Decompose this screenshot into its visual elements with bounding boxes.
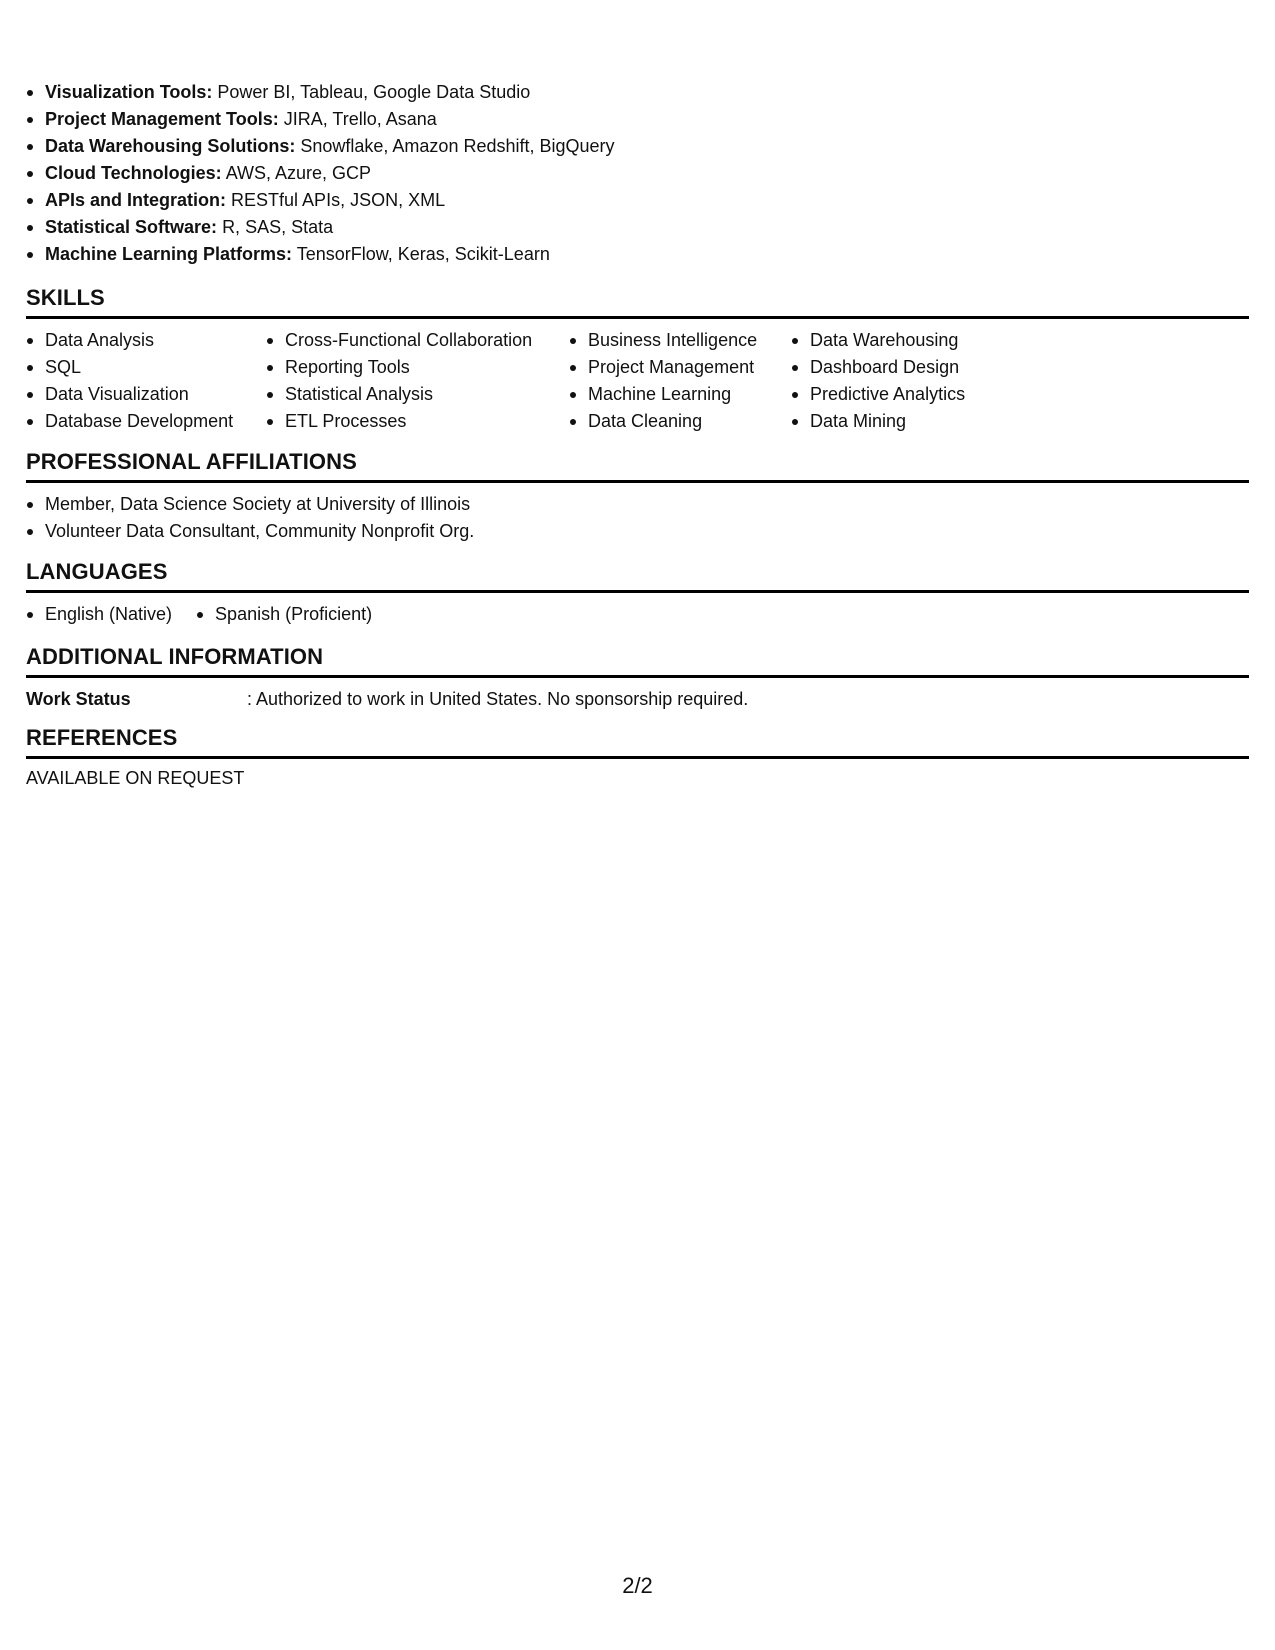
skills-column (791, 327, 1011, 435)
languages-list (26, 601, 396, 628)
skill-item: Data Cleaning (569, 408, 791, 435)
language-item: English (Native) (26, 601, 172, 628)
skill-item: Data Visualization (26, 381, 266, 408)
section-divider (26, 756, 1249, 759)
tool-name: Data Warehousing Solutions: (45, 136, 296, 156)
references-section (26, 724, 1249, 788)
skill-item: Dashboard Design (791, 354, 1011, 381)
skill-item: Data Analysis (26, 327, 266, 354)
tool-item (26, 214, 615, 241)
tool-value: Power BI, Tableau, Google Data Studio (217, 82, 531, 102)
tool-value: JIRA, Trello, Asana (283, 109, 437, 129)
tool-name: APIs and Integration: (45, 190, 227, 210)
work-status-value: : Authorized to work in United States. No sponsorship required. (247, 689, 749, 709)
skills-column (26, 327, 266, 435)
skill-item: Project Management (569, 354, 791, 381)
work-status-label: Work Status (26, 689, 131, 709)
tool-value: AWS, Azure, GCP (225, 163, 372, 183)
tool-item (26, 133, 615, 160)
tool-name: Project Management Tools: (45, 109, 279, 129)
skill-item: Business Intelligence (569, 327, 791, 354)
skill-item: ETL Processes (266, 408, 569, 435)
affiliation-item: Volunteer Data Consultant, Community Nonprofit Org. (26, 518, 474, 545)
section-divider (26, 590, 1249, 593)
section-title: PROFESSIONAL AFFILIATIONS (26, 449, 357, 474)
language-item: Spanish (Proficient) (196, 601, 372, 628)
work-status-row (26, 686, 748, 713)
tool-item (26, 160, 615, 187)
skill-item: Database Development (26, 408, 266, 435)
affiliations-list (26, 491, 474, 545)
skill-item: Machine Learning (569, 381, 791, 408)
tool-item (26, 187, 615, 214)
tool-value: R, SAS, Stata (222, 217, 334, 237)
tool-value: Snowflake, Amazon Redshift, BigQuery (300, 136, 615, 156)
section-title: LANGUAGES (26, 559, 168, 584)
skill-item: Statistical Analysis (266, 381, 569, 408)
affiliation-item: Member, Data Science Society at University of Illinois (26, 491, 474, 518)
skill-item: Predictive Analytics (791, 381, 1011, 408)
skill-item: Reporting Tools (266, 354, 569, 381)
resume-page (26, 0, 1249, 1650)
section-divider (26, 316, 1249, 319)
tool-value: RESTful APIs, JSON, XML (231, 190, 446, 210)
tool-name: Machine Learning Platforms: (45, 244, 293, 264)
section-title: ADDITIONAL INFORMATION (26, 644, 324, 669)
tool-item (26, 106, 615, 133)
languages-section (26, 558, 1249, 624)
skills-grid (26, 327, 1011, 435)
skill-item: Cross-Functional Collaboration (266, 327, 569, 354)
tool-item (26, 241, 615, 268)
page-number: 2/2 (622, 1573, 653, 1598)
tool-name: Cloud Technologies: (45, 163, 222, 183)
skill-item: Data Warehousing (791, 327, 1011, 354)
skill-item: Data Mining (791, 408, 1011, 435)
skill-item: SQL (26, 354, 266, 381)
tool-value: TensorFlow, Keras, Scikit-Learn (296, 244, 550, 264)
section-divider (26, 675, 1249, 678)
section-title: REFERENCES (26, 725, 178, 750)
tools-list (26, 79, 615, 268)
affiliations-section (26, 448, 1249, 541)
section-title: SKILLS (26, 285, 105, 310)
skills-section (26, 284, 1249, 431)
tool-item (26, 79, 615, 106)
tool-name: Statistical Software: (45, 217, 218, 237)
skills-column (569, 327, 791, 435)
skills-column (266, 327, 569, 435)
section-divider (26, 480, 1249, 483)
tool-name: Visualization Tools: (45, 82, 213, 102)
references-text: AVAILABLE ON REQUEST (26, 768, 245, 788)
additional-info-section (26, 643, 1249, 709)
